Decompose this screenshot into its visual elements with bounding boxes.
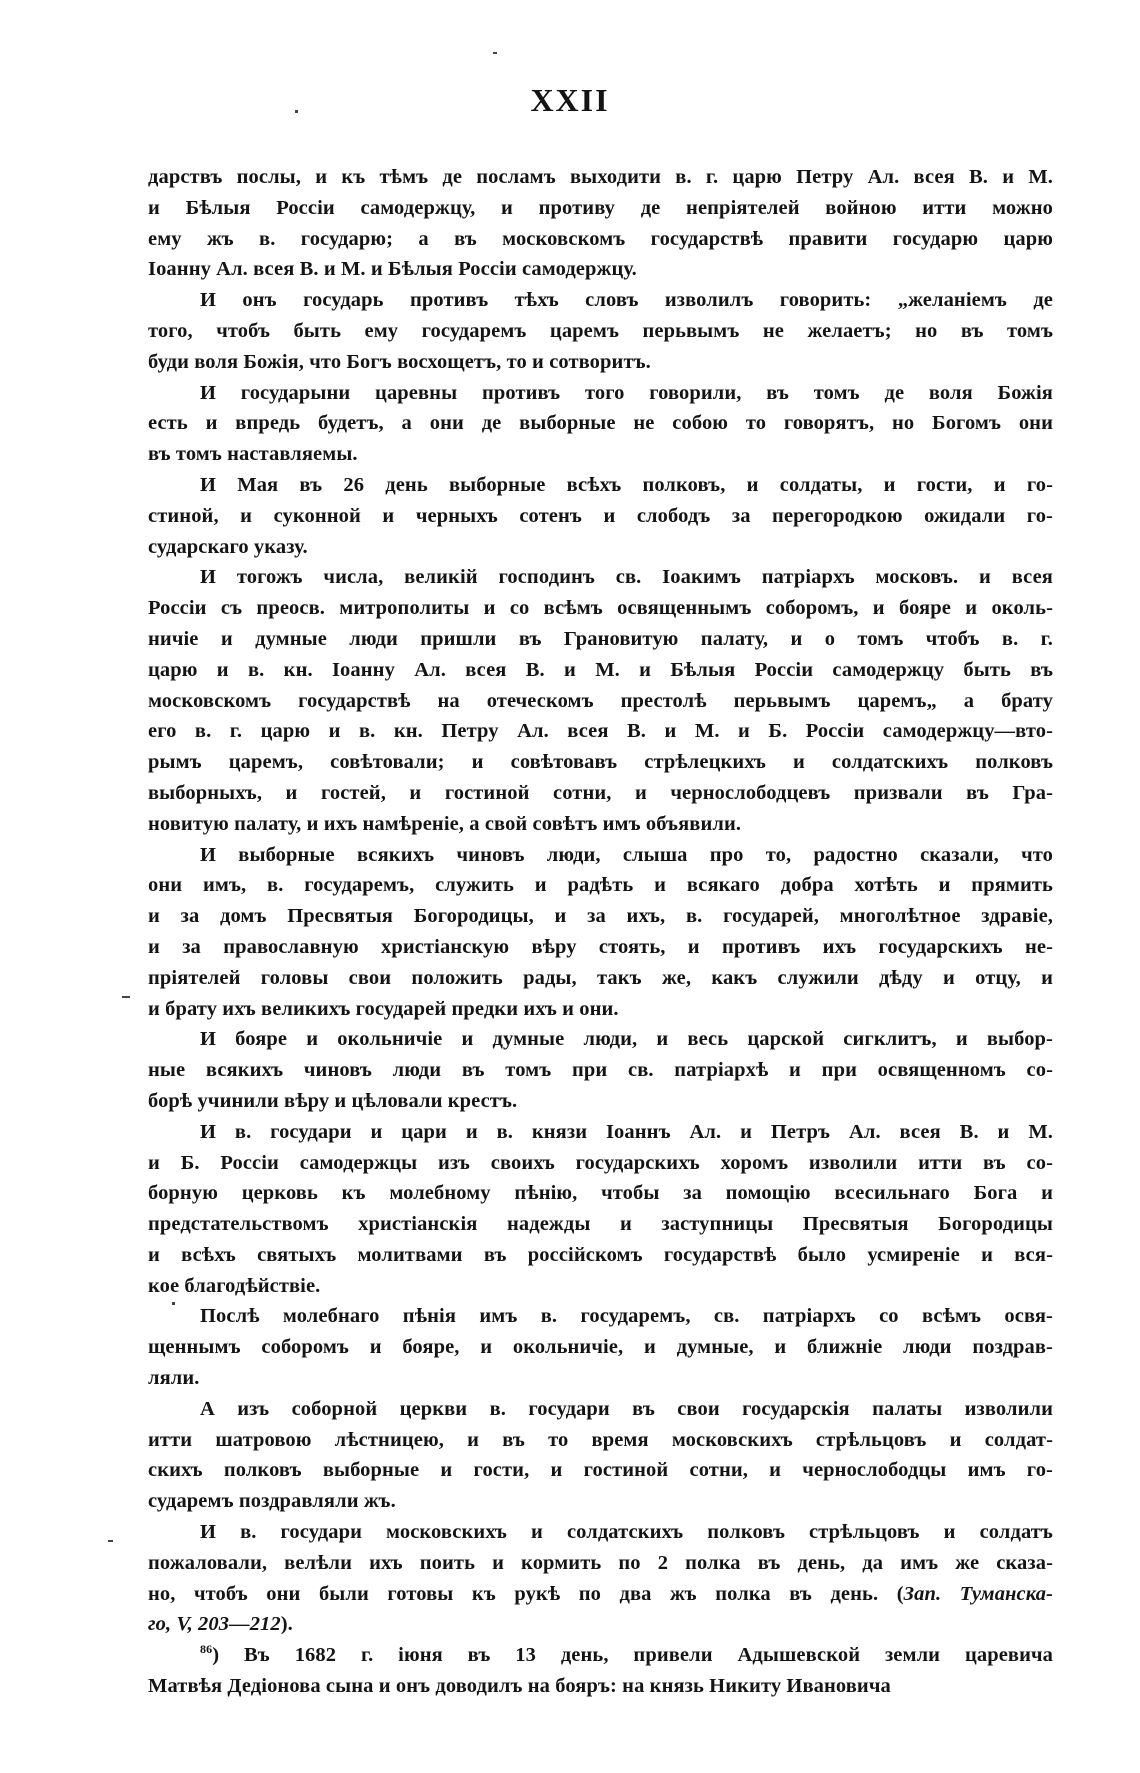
text-line: Россіи съ преосв. митрополиты и со всѣмъ освященнымъ соборомъ, и бояре и околь- xyxy=(148,597,1053,620)
text-line: и брату ихъ великихъ государей предки ихъ и они. xyxy=(148,997,619,1020)
text-line: предстательствомъ христіанскія надежды и заступницы Пресвятыя Богородицы xyxy=(148,1213,1053,1236)
paragraph-start: И тогожъ числа, великій господинъ св. Іоакимъ патріархъ московъ. и всея xyxy=(200,566,1053,589)
text-line: и Б. Россіи самодержцы изъ своихъ государскихъ хоромъ изволили итти въ со- xyxy=(148,1151,1053,1174)
text-line: борѣ учинили вѣру и цѣловали крестъ. xyxy=(148,1089,518,1112)
text-line: царю и в. кн. Іоанну Ал. всея В. и М. и Бѣлыя Россіи самодержцу быть въ xyxy=(148,658,1053,681)
text-line: его в. г. царю и в. кн. Петру Ал. всея В. и М. и Б. Россіи самодержцу—вто- xyxy=(148,720,1053,743)
citation-source-cont: го, V, 203—212 xyxy=(148,1613,281,1636)
text-line-with-citation xyxy=(148,1579,1053,1610)
text-line: новитую палату, и ихъ намѣреніе, а свой совѣтъ имъ объявили. xyxy=(148,812,742,835)
text-line: скихъ полковъ выборные и гости, и гостиной сотни, и чернослободцы имъ го- xyxy=(148,1459,1053,1482)
text-line: дарствъ послы, и къ тѣмъ де посламъ выходити в. г. царю Петру Ал. всея В. и М. xyxy=(148,166,1053,188)
paragraph-start: Послѣ молебнаго пѣнія имъ в. государемъ, св. патріархъ со всѣмъ освя- xyxy=(200,1305,1053,1328)
text-line: буди воля Божія, что Богъ восхощетъ, то и сотворитъ. xyxy=(148,350,651,373)
text-line: рымъ царемъ, совѣтовали; и совѣтовавъ стрѣлецкихъ и солдатскихъ полковъ xyxy=(148,751,1053,774)
paragraph-start: И бояре и окольничіе и думные люди, и весь царской сигклитъ, и выбор- xyxy=(200,1028,1053,1051)
text-line: щеннымъ соборомъ и бояре, и окольничіе, и думные, и ближніе люди поздрав- xyxy=(148,1336,1053,1359)
text-line: и Бѣлыя Россіи самодержцу, и противу де непріятелей войною итти можно xyxy=(148,196,1053,219)
text-line: пріятелей головы свои положить рады, такъ же, какъ служили дѣду и отцу, и xyxy=(148,966,1053,989)
paragraph-start: И онъ государь противъ тѣхъ словъ изволилъ говорить: „желаніемъ де xyxy=(200,289,1053,312)
footnote-paren: ) xyxy=(212,1644,220,1667)
text-line: и за православную христіанскую вѣру стоять, и противъ ихъ государскихъ не- xyxy=(148,935,1053,958)
text-line: они имъ, в. государемъ, служить и радѣть и всякаго добра хотѣть и прямить xyxy=(148,874,1053,897)
text-fragment: но, чтобъ они были готовы къ рукѣ по два жъ полка въ день. ( xyxy=(148,1582,904,1605)
scan-speck xyxy=(108,1540,113,1542)
text-line: сударемъ поздравляли жъ. xyxy=(148,1490,396,1513)
text-line: стиной, и суконной и черныхъ сотенъ и слободъ за перегородкою ожидали го- xyxy=(148,504,1053,527)
citation-source: Зап. Туманска- xyxy=(903,1582,1053,1605)
paragraph-start: И выборные всякихъ чиновъ люди, слыша про то, радостно сказали, что xyxy=(200,843,1053,866)
text-line: кое благодѣйствіе. xyxy=(148,1274,321,1297)
scan-speck xyxy=(122,996,130,998)
scan-speck xyxy=(295,110,298,113)
text-line: пожаловали, велѣли ихъ поить и кормить по 2 полка въ день, да имъ же сказа- xyxy=(148,1551,1053,1574)
text-line: ляли. xyxy=(148,1367,200,1390)
text-line: итти шатровою лѣстницею, и въ то время московскихъ стрѣльцовъ и солдат- xyxy=(148,1428,1053,1451)
paragraph-start: И Мая въ 26 день выборные всѣхъ полковъ, и солдаты, и гости, и го- xyxy=(200,473,1053,496)
paragraph-start: И в. государи и цари и в. князи Іоаннъ Ал. и Петръ Ал. всея В. и М. xyxy=(200,1120,1053,1143)
document-body xyxy=(148,162,1053,1702)
text-line: ные всякихъ чиновъ люди въ томъ при св. патріархѣ и при освященномъ со- xyxy=(148,1059,1053,1082)
text-line: Іоанну Ал. всея В. и М. и Бѣлыя Россіи самодержцу. xyxy=(148,258,637,281)
text-line: того, чтобъ быть ему государемъ царемъ перьвымъ не желаетъ; но въ томъ xyxy=(148,319,1053,342)
scan-speck xyxy=(493,52,497,54)
text-line: Матвѣя Дедіонова сына и онъ доводилъ на бояръ: на князь Никиту Ивановича xyxy=(148,1675,891,1698)
footnote-marker: 86 xyxy=(200,1642,213,1657)
text-line: и за домъ Пресвятыя Богородицы, и за ихъ, в. государей, многолѣтное здравіе, xyxy=(148,905,1053,928)
paragraph-start: И в. государи московскихъ и солдатскихъ полковъ стрѣльцовъ и солдатъ xyxy=(200,1521,1053,1544)
text-line: сударскаго указу. xyxy=(148,535,308,558)
paragraph-start: И государыни царевны противъ того говорили, въ томъ де воля Божія xyxy=(200,381,1053,404)
text-line: борную церковь къ молебному пѣнію, чтобы за помощію всесильнаго Бога и xyxy=(148,1182,1053,1205)
text-line: и всѣхъ святыхъ молитвами въ россійскомъ государствѣ было усмиреніе и вся- xyxy=(148,1243,1053,1266)
text-line: ничіе и думные люди пришли въ Грановитую палату, и о томъ чтобъ в. г. xyxy=(148,627,1053,650)
text-line: выборныхъ, и гостей, и гостиной сотни, и чернослободцевъ призвали въ Гра- xyxy=(148,781,1053,804)
page-number: XXII xyxy=(530,82,610,118)
citation-line xyxy=(148,1609,1053,1640)
text-line: есть и впредь будетъ, а они де выборные не собою то говорятъ, но Богомъ они xyxy=(148,412,1053,435)
footnote-text: Въ 1682 г. іюня въ 13 день, привели Адышевской земли царевича xyxy=(244,1644,1053,1667)
paragraph-start: А изъ соборной церкви в. государи въ свои государскія палаты изволили xyxy=(200,1397,1053,1420)
footnote-start xyxy=(148,1640,1053,1671)
citation-closing: ). xyxy=(280,1613,293,1636)
text-line: московскомъ государствѣ на отеческомъ престолѣ перьвымъ царемъ„ а брату xyxy=(148,689,1053,712)
text-line: въ томъ наставляемы. xyxy=(148,443,358,466)
text-line: ему жъ в. государю; а въ московскомъ государствѣ правити государю царю xyxy=(148,227,1053,250)
